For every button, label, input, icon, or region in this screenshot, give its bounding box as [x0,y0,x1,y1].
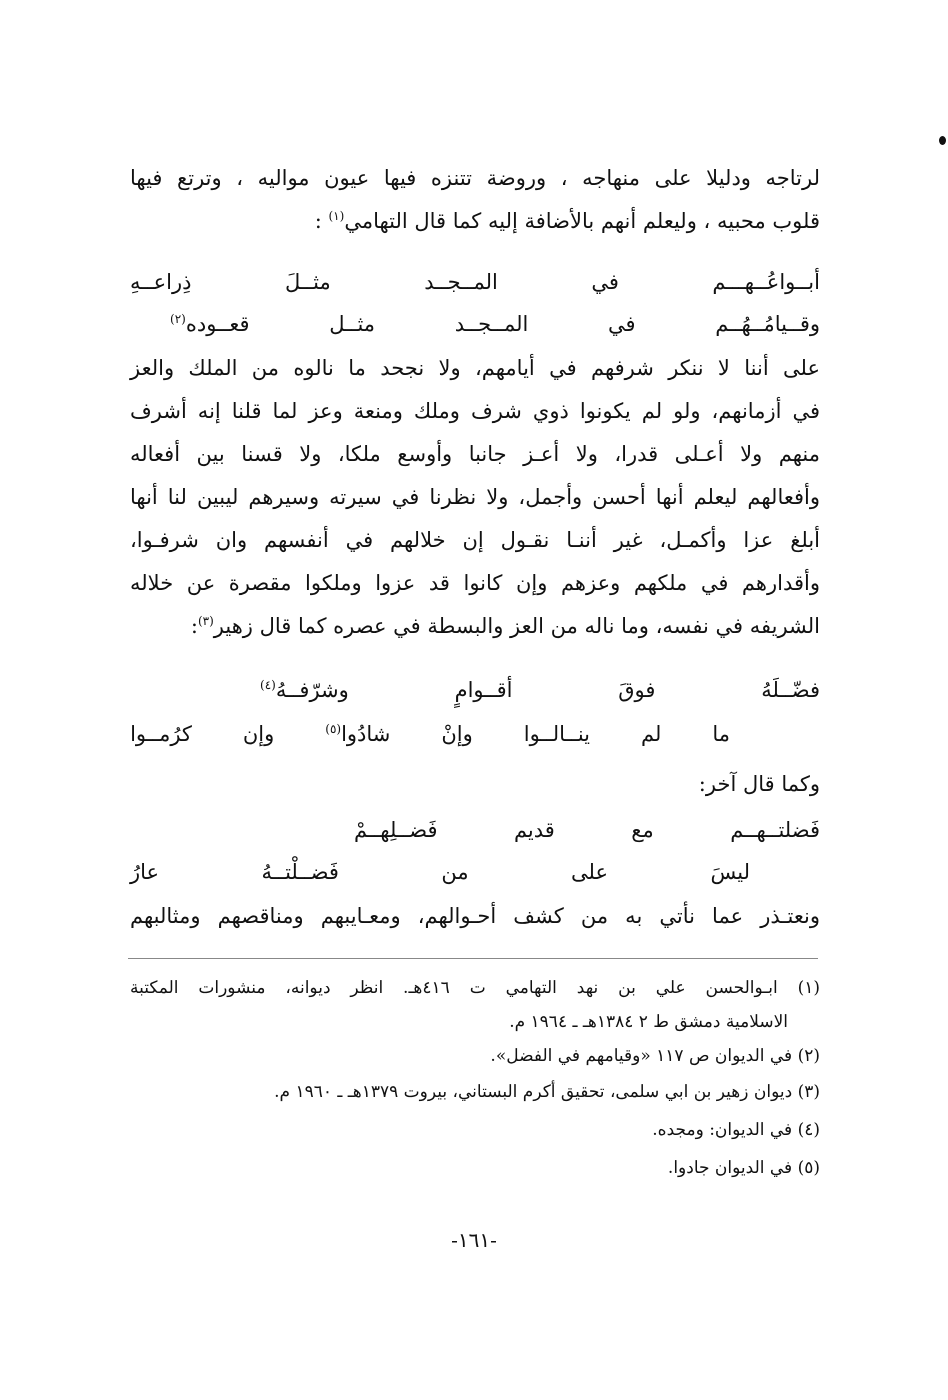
body-text: الشريفه في نفسه، وما ناله من العز والبسطة في عصره كما قال زهير [213,614,820,638]
verse-word: في [608,312,636,336]
verse-word: لم [641,722,662,746]
verse-word: فَضلتــهــم [730,818,820,842]
verse-word: قعــوده(٢) [170,312,250,336]
verse-word: مع [631,818,654,842]
body-line: منهم ولا أعـلى قدرا، ولا أعـز جانبا وأوسع ملكا، ولا قسنا بين أفعاله [130,442,820,466]
footnote: (٤) في الديوان: ومجده. [652,1120,820,1140]
body-text: : [190,614,198,638]
verse-word: فضّــلَهُ [761,678,820,702]
verse-word: المــجــد [424,270,498,294]
footnote-ref: (١) [328,209,345,223]
verse-word: ذِراعــهِ [130,270,192,294]
verse-word: من [441,860,469,884]
body-line [130,614,820,638]
footnote-ref: (٢) [170,312,186,326]
body-text: قلوب محبيه ، وليعلم أنهم بالأضافة إليه كما قال التهامي [344,209,820,233]
verse-word: أقــوامٍ [454,678,513,702]
verse-hemistich [260,678,820,702]
page-number: -١٦١- [451,1228,497,1252]
verse-word: عارُ [130,860,160,884]
body-line: على أننا لا ننكر شرفهم في أيامهم، ولا نجحد ما نالوه من الملك والعز [130,356,820,380]
footnote-ref: (٣) [197,614,214,628]
verse-word: فَضــلْتــهُ [261,860,339,884]
verse-word: وإنْ [441,722,473,746]
verse-word: مثــل [329,312,376,336]
verse-hemistich [130,860,750,884]
verse-word: أبــواعُــهـــم [712,270,820,294]
verse-word: على [571,860,609,884]
verse-word: قديم [513,818,555,842]
verse-hemistich [130,270,820,294]
verse-word: وشرّفــهُ(٤) [260,678,349,702]
footnote-separator [128,958,818,959]
verse-word: وإن [242,722,275,746]
verse-word: فوقَ [618,678,656,702]
body-text: : [314,209,329,233]
body-line: وأقدارهم في ملكهم وعزهم وإن كانوا قد عزوا وملكوا مقصرة عن خلاله [130,571,820,595]
verse-word: ليسَ [710,860,750,884]
footnote: الاسلامية دمشق ط ٢ ١٣٨٤هـ ـ ١٩٦٤ م. [509,1012,788,1032]
verse-word: في [591,270,619,294]
body-line: ونعتـذر عما نأتي به من كشف أحـوالهم، ومعـايبهم ومناقصهم ومثالبهم [130,904,820,928]
footnote: (٢) في الديوان ص ١١٧ «وقيامهم في الفضل». [490,1046,820,1066]
body-line: لرتاجه ودليلا على منهاجه ، وروضة تتنزه فيها عيون مواليه ، وترتع فيها [130,166,820,190]
body-line [130,209,820,233]
verse-word: ينــالــوا [523,722,591,746]
verse-word: وقــيامُــهُــم [715,312,820,336]
verse-hemistich [130,722,730,746]
verse-word: شادُوا(٥) [325,722,391,746]
body-line: وكما قال آخر: [698,772,820,796]
footnote: (٥) في الديوان جادوا. [667,1158,820,1178]
verse-word: كرُمــوا [130,722,192,746]
footnote: (١) ابـوالحسن علي بن نهد التهامي ت ٤١٦هـ. انظر ديوانه، منشورات المكتبة [130,978,821,998]
verse-word: فَضــلِهــمْ [354,818,438,842]
body-line: وأفعالهم ليعلم أنها أحسن وأجمل، ولا نظرنا في سيرته وسيرهم ليبين لنا أنها [130,485,820,509]
verse-word: مثــلَ [284,270,331,294]
verse-hemistich [170,312,820,336]
footnote-ref: (٥) [325,722,342,736]
footnote: (٣) ديوان زهير بن ابي سلمى، تحقيق أكرم البستاني، بيروت ١٣٧٩هـ ـ ١٩٦٠ م. [274,1082,820,1102]
body-line: أبلغ عزا وأكمـل، غير أننـا نقـول إن خلالهم في أنفسهم وان شرفـوا، [130,528,820,552]
verse-word: ما [712,722,730,746]
margin-dot [939,136,946,145]
body-line: في أزمانهم، ولو لم يكونوا ذوي شرف وملك ومنعة وعز لما قلنا إنه أشرف [130,399,820,423]
verse-word: المــجــد [454,312,529,336]
verse-hemistich [354,818,820,842]
footnote-ref: (٤) [260,678,276,692]
